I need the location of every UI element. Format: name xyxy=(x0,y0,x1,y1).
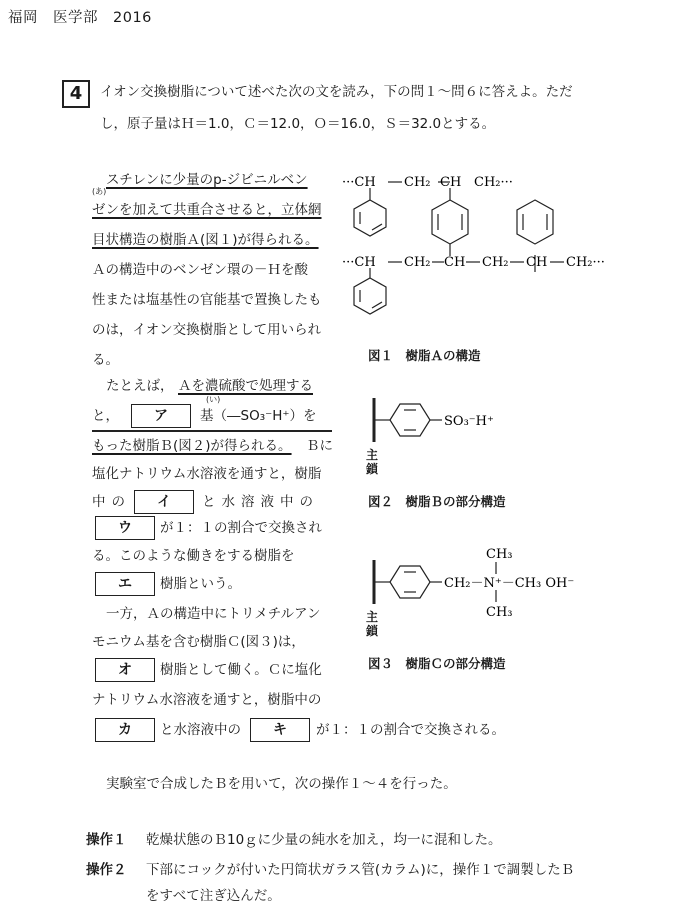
operation-2-text: 下部にコックが付いた円筒状ガラス管(カラム)に，操作１で調製したＢ xyxy=(146,862,575,878)
underline-i xyxy=(92,430,332,432)
para2-line5b: と水溶液中の xyxy=(202,494,319,510)
fig1-row1-ch4: CH₂··· xyxy=(474,175,513,190)
figure-3-chain-label: 主鎖 xyxy=(366,610,379,638)
para2-line1b: Ａを濃硫酸で処理する xyxy=(178,378,313,394)
para1-line6: のは，イオン交換樹脂として用いられ xyxy=(92,322,322,338)
figure-2-chain-label: 主鎖 xyxy=(366,448,379,476)
fig1-row2-ch2: CH₂ xyxy=(404,255,431,270)
ruby-a: (あ) xyxy=(92,187,107,196)
operation-2-label: 操作２ xyxy=(86,862,127,878)
operation-1-text: 乾燥状態のＢ10ｇに少量の純水を加え，均一に混和した。 xyxy=(146,832,502,848)
para3-line2: モニウム基を含む樹脂Ｃ(図３)は， xyxy=(92,634,305,650)
para1-line7: る。 xyxy=(92,352,119,368)
para4: 実験室で合成したＢを用いて，次の操作１～４を行った。 xyxy=(106,776,457,792)
para2-line7: る。このような働きをする樹脂を xyxy=(92,548,295,564)
para2-line5a: 中の xyxy=(92,494,131,510)
fig1-row2-ch5: CH xyxy=(526,255,548,270)
para2-line4: 塩化ナトリウム水溶液を通すと，樹脂 xyxy=(92,466,322,482)
para2-line3b: Ｂに xyxy=(306,438,333,454)
fig1-row1-ch3: CH xyxy=(440,175,462,190)
blank-o: オ xyxy=(95,658,155,682)
figure-2-caption: 図２ 樹脂Ｂの部分構造 xyxy=(368,494,506,509)
figure-3-caption: 図３ 樹脂Ｃの部分構造 xyxy=(368,656,506,671)
fig1-row2-ch1: ···CH xyxy=(342,255,376,270)
blank-e: エ xyxy=(95,572,155,596)
para2-line2b: 基（―SO₃⁻H⁺）を xyxy=(200,408,317,424)
ruby-i: (い) xyxy=(206,395,221,404)
para1-line3: 目状構造の樹脂Ａ(図１)が得られる。 xyxy=(92,232,319,248)
para3-line1: 一方，Ａの構造中にトリメチルアン xyxy=(106,606,321,622)
blank-ki: キ xyxy=(250,718,310,742)
figure-1-structure xyxy=(340,160,670,330)
fig3-main: CH₂－N⁺－CH₃ OH⁻ xyxy=(444,576,575,591)
fig1-row1-ch1: ···CH xyxy=(342,175,376,190)
para2-line6: が１：１の割合で交換され xyxy=(160,520,322,536)
para3-line3: 樹脂として働く。Ｃに塩化 xyxy=(160,662,322,678)
fig1-row2-ch6: CH₂··· xyxy=(566,255,605,270)
para2-line8: 樹脂という。 xyxy=(160,576,241,592)
para2-line3a: もった樹脂Ｂ(図２)が得られる。 xyxy=(92,438,292,454)
fig1-row2-ch3: CH xyxy=(444,255,466,270)
para3-line4: ナトリウム水溶液を通すと，樹脂中の xyxy=(92,692,322,708)
question-number: 4 xyxy=(62,80,90,108)
para3-line5a: と水溶液中の xyxy=(160,722,241,738)
blank-u: ウ xyxy=(95,516,155,540)
intro-line-1: イオン交換樹脂について述べた次の文を読み，下の問１～問６に答えよ。ただ xyxy=(100,84,573,100)
blank-i: イ xyxy=(134,490,194,514)
operation-2-cont: をすべて注ぎ込んだ。 xyxy=(146,888,281,904)
fig3-bottom-methyl: CH₃ xyxy=(486,605,513,620)
figure-2-structure xyxy=(360,392,560,448)
fig1-row2-ch4: CH₂ xyxy=(482,255,509,270)
figure-3-structure xyxy=(360,544,660,620)
para1-line4: Ａの構造中のベンゼン環の－Ｈを酸 xyxy=(92,262,308,278)
para2-line1a: たとえば， xyxy=(106,378,174,394)
fig2-group: SO₃⁻H⁺ xyxy=(444,414,494,429)
operation-1-label: 操作１ xyxy=(86,832,127,848)
para3-line5b: が１：１の割合で交換される。 xyxy=(316,722,505,738)
para1-line2: ゼンを加えて共重合させると，立体網 xyxy=(92,202,322,218)
fig3-top-methyl: CH₃ xyxy=(486,547,513,562)
page-header: 福岡 医学部 2016 xyxy=(8,10,152,26)
para1-line1: スチレンに少量のp-ジビニルベン xyxy=(106,172,308,188)
para1-line5: 性または塩基性の官能基で置換したも xyxy=(92,292,322,308)
blank-a: ア xyxy=(131,404,191,428)
blank-ka: カ xyxy=(95,718,155,742)
fig1-row1-ch2: CH₂ xyxy=(404,175,431,190)
intro-line-2: し，原子量はＨ＝1.0，Ｃ＝12.0，Ｏ＝16.0，Ｓ＝32.0とする。 xyxy=(100,116,496,132)
para2-line2a: と， xyxy=(92,408,119,424)
figure-1-caption: 図１ 樹脂Ａの構造 xyxy=(368,348,481,363)
